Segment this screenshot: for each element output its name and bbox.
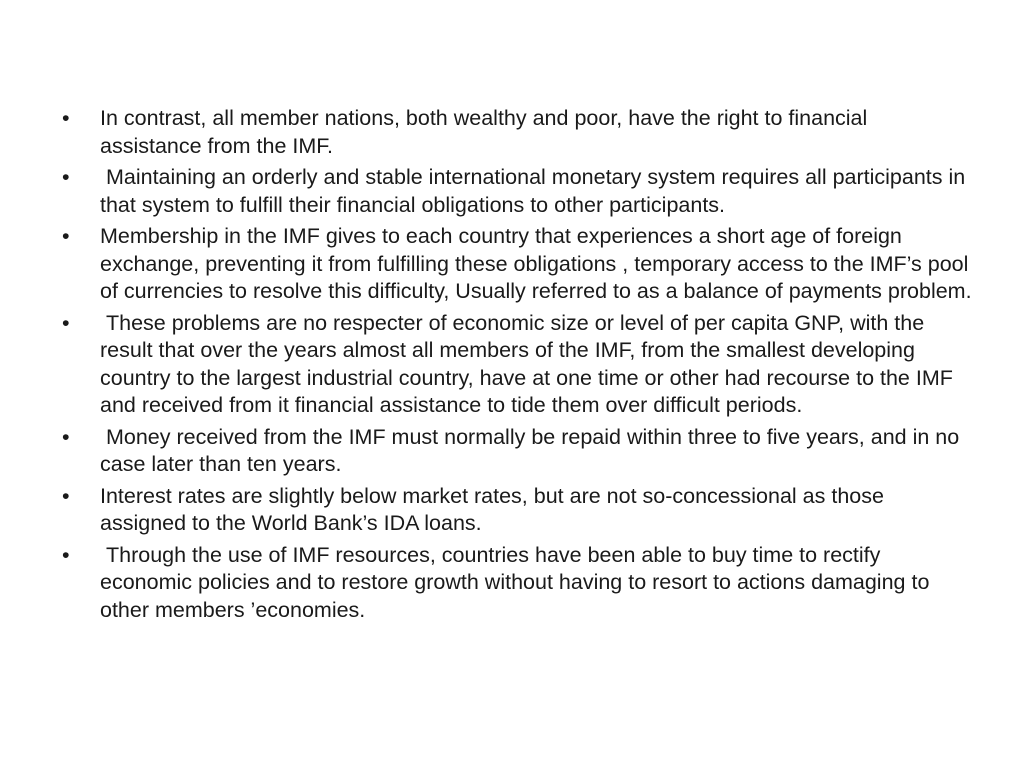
bullet-item [62, 424, 972, 479]
bullet-text: In contrast, all member nations, both wealthy and poor, have the right to financial assistance from the IMF. [100, 106, 874, 158]
bullet-text: Membership in the IMF gives to each country that experiences a short age of foreign exchange, preventing it from fulfilling these obligations , temporary access to the IMF’s pool of currencies to resolve this difficulty, Usually referred to as a balance of payments problem. [100, 224, 975, 303]
bullet-item [62, 310, 972, 420]
bullet-text: Interest rates are slightly below market rates, but are not so-concessional as those assigned to the World Bank’s IDA loans. [100, 483, 890, 535]
bullet-item [62, 483, 972, 538]
bullet-text: Maintaining an orderly and stable international monetary system requires all participants in that system to fulfill their financial obligations to other participants. [100, 165, 972, 217]
bullet-item [62, 105, 972, 160]
bullet-icon: • [62, 310, 70, 335]
bullet-text: Money received from the IMF must normally be repaid within three to five years, and in no case later than ten years. [100, 424, 966, 476]
bullet-item [62, 542, 972, 625]
bullet-item [62, 223, 975, 306]
bullet-icon: • [62, 224, 70, 248]
bullet-item [62, 164, 972, 219]
bullet-icon: • [62, 483, 70, 508]
bullet-text: These problems are no respecter of economic size or level of per capita GNP, with the result that over the years almost all members of the IMF, from the smallest developing country to the largest industrial country, have at one time or other had recourse to the IMF and received from it financial assistance to tide them over difficult periods. [100, 310, 959, 417]
bullet-icon: • [62, 424, 70, 449]
bullet-list [62, 105, 975, 628]
bullet-icon: • [62, 542, 70, 567]
bullet-text: Through the use of IMF resources, countries have been able to buy time to rectify economic policies and to restore growth without having to resort to actions damaging to other members ’economies. [100, 542, 936, 622]
bullet-icon: • [62, 106, 70, 130]
bullet-icon: • [62, 165, 70, 189]
